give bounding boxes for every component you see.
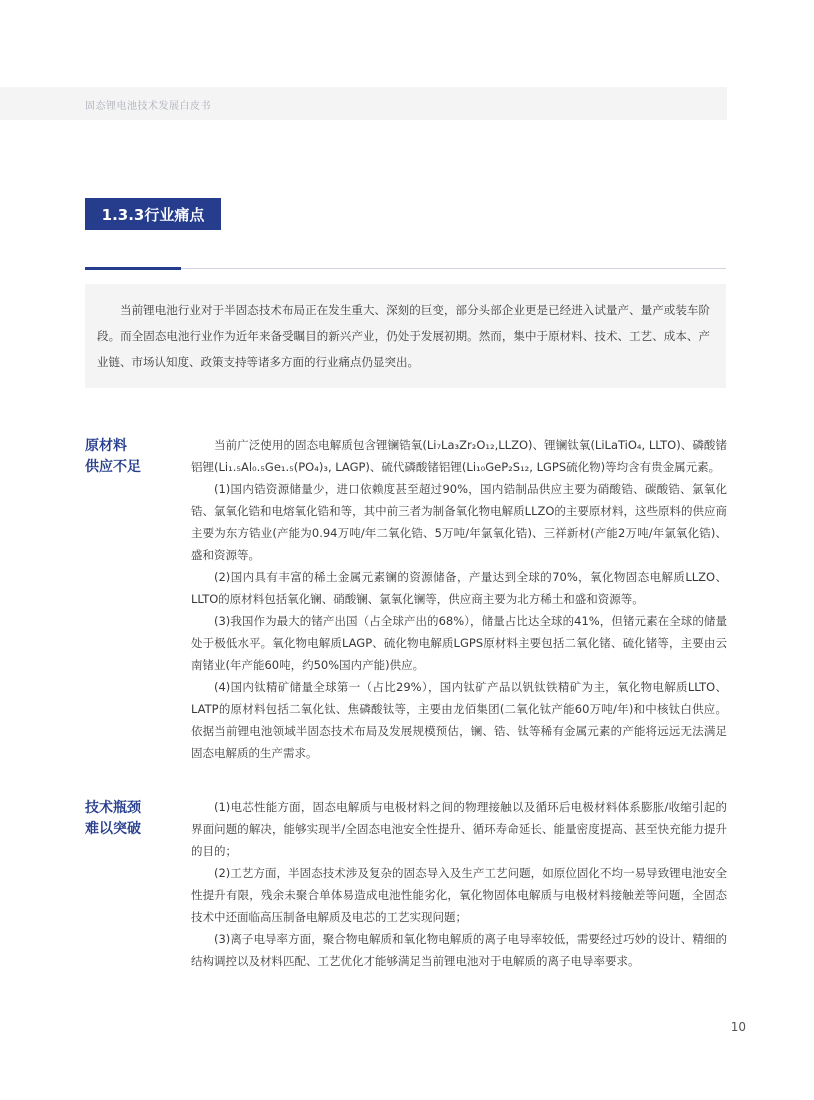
body-paragraph: (2)国内具有丰富的稀土金属元素镧的资源储备，产量达到全球的70%，氧化物固态电解质LLZO、LLTO的原材料包括氧化镧、硝酸镧、氯氧化镧等，供应商主要为北方稀土和盛和资源等。 <box>191 570 727 606</box>
section-divider-accent <box>85 267 181 270</box>
intro-box <box>85 284 726 388</box>
section-body-raw-materials <box>191 434 727 764</box>
section-label-raw-materials <box>85 436 165 478</box>
section-label-line: 原材料 <box>85 438 127 454</box>
section-divider <box>85 268 726 269</box>
body-paragraph: (3)我国作为最大的锗产出国（占全球产出的68%），储量占比达全球的41%，但锗元素在全球的储量处于极低水平。氧化物电解质LAGP、硫化物电解质LGPS原材料主要包括二氧化锗、硫化锗等，主要由云南锗业(年产能60吨，约50%国内产能)供应。 <box>191 614 727 672</box>
body-paragraph: (2)工艺方面，半固态技术涉及复杂的固态导入及生产工艺问题，如原位固化不均一易导致锂电池安全性提升有限，残余未聚合单体易造成电池性能劣化，氧化物固体电解质与电极材料接触差等问题，全固态技术中还面临高压制备电解质及电芯的工艺实现问题； <box>191 866 727 924</box>
section-label-tech-bottleneck <box>85 798 165 840</box>
body-paragraph: (1)电芯性能方面，固态电解质与电极材料之间的物理接触以及循环后电极材料体系膨胀/收缩引起的界面问题的解决，能够实现半/全固态电池安全性提升、循环寿命延长、能量密度提高、甚至快充能力提升的目的； <box>191 800 727 858</box>
header-band <box>0 87 727 120</box>
running-header-title: 固态锂电池技术发展白皮书 <box>85 101 211 112</box>
body-paragraph: (1)国内锆资源储量少，进口依赖度甚至超过90%，国内锆制品供应主要为硝酸锆、碳酸锆、氯氧化锆、氯氧化锆和电熔氧化锆和等，其中前三者为制备氧化物电解质LLZO的主要原材料，这些原料的供应商主要为东方锆业(产能为0.94万吨/年二氧化锆、5万吨/年氯氧化锆)、三祥新材(产能2万吨/年氯氧化锆)、盛和资源等。 <box>191 482 727 562</box>
intro-paragraph: 当前锂电池行业对于半固态技术布局正在发生重大、深刻的巨变，部分头部企业更是已经进入试量产、量产或装车阶段。而全固态电池行业作为近年来备受瞩目的新兴产业，仍处于发展初期。然而，集中于原材料、技术、工艺、成本、产业链、市场认知度、政策支持等诸多方面的行业痛点仍显突出。 <box>97 303 710 369</box>
section-body-tech-bottleneck <box>191 796 727 972</box>
section-label-line: 技术瓶颈 <box>85 800 141 816</box>
section-label-line: 供应不足 <box>85 459 141 475</box>
body-paragraph: 当前广泛使用的固态电解质包含锂镧锆氧(Li₇La₃Zr₂O₁₂,LLZO)、锂镧钛氧(LiLaTiO₄, LLTO)、磷酸锗铝锂(Li₁.₅Al₀.₅Ge₁.₅(PO₄)₃, LAGP)、硫代磷酸锗铝锂(Li₁₀GeP₂S₁₂, LGPS硫化物)等均含有贵金属元素。 <box>191 438 727 474</box>
section-label-line: 难以突破 <box>85 821 141 837</box>
body-paragraph: (4)国内钛精矿储量全球第一（占比29%），国内钛矿产品以钒钛铁精矿为主，氧化物电解质LLTO、LATP的原材料包括二氧化钛、焦磷酸钛等，主要由龙佰集团(二氧化钛产能60万吨/年)和中核钛白供应。依据当前锂电池领域半固态技术布局及发展规模预估，镧、锆、钛等稀有金属元素的产能将远远无法满足固态电解质的生产需求。 <box>191 680 727 760</box>
section-heading: 1.3.3行业痛点 <box>85 198 221 230</box>
body-paragraph: (3)离子电导率方面，聚合物电解质和氧化物电解质的离子电导率较低，需要经过巧妙的设计、精细的结构调控以及材料匹配、工艺优化才能够满足当前锂电池对于电解质的离子电导率要求。 <box>191 932 727 968</box>
page-number: 10 <box>730 1020 746 1034</box>
